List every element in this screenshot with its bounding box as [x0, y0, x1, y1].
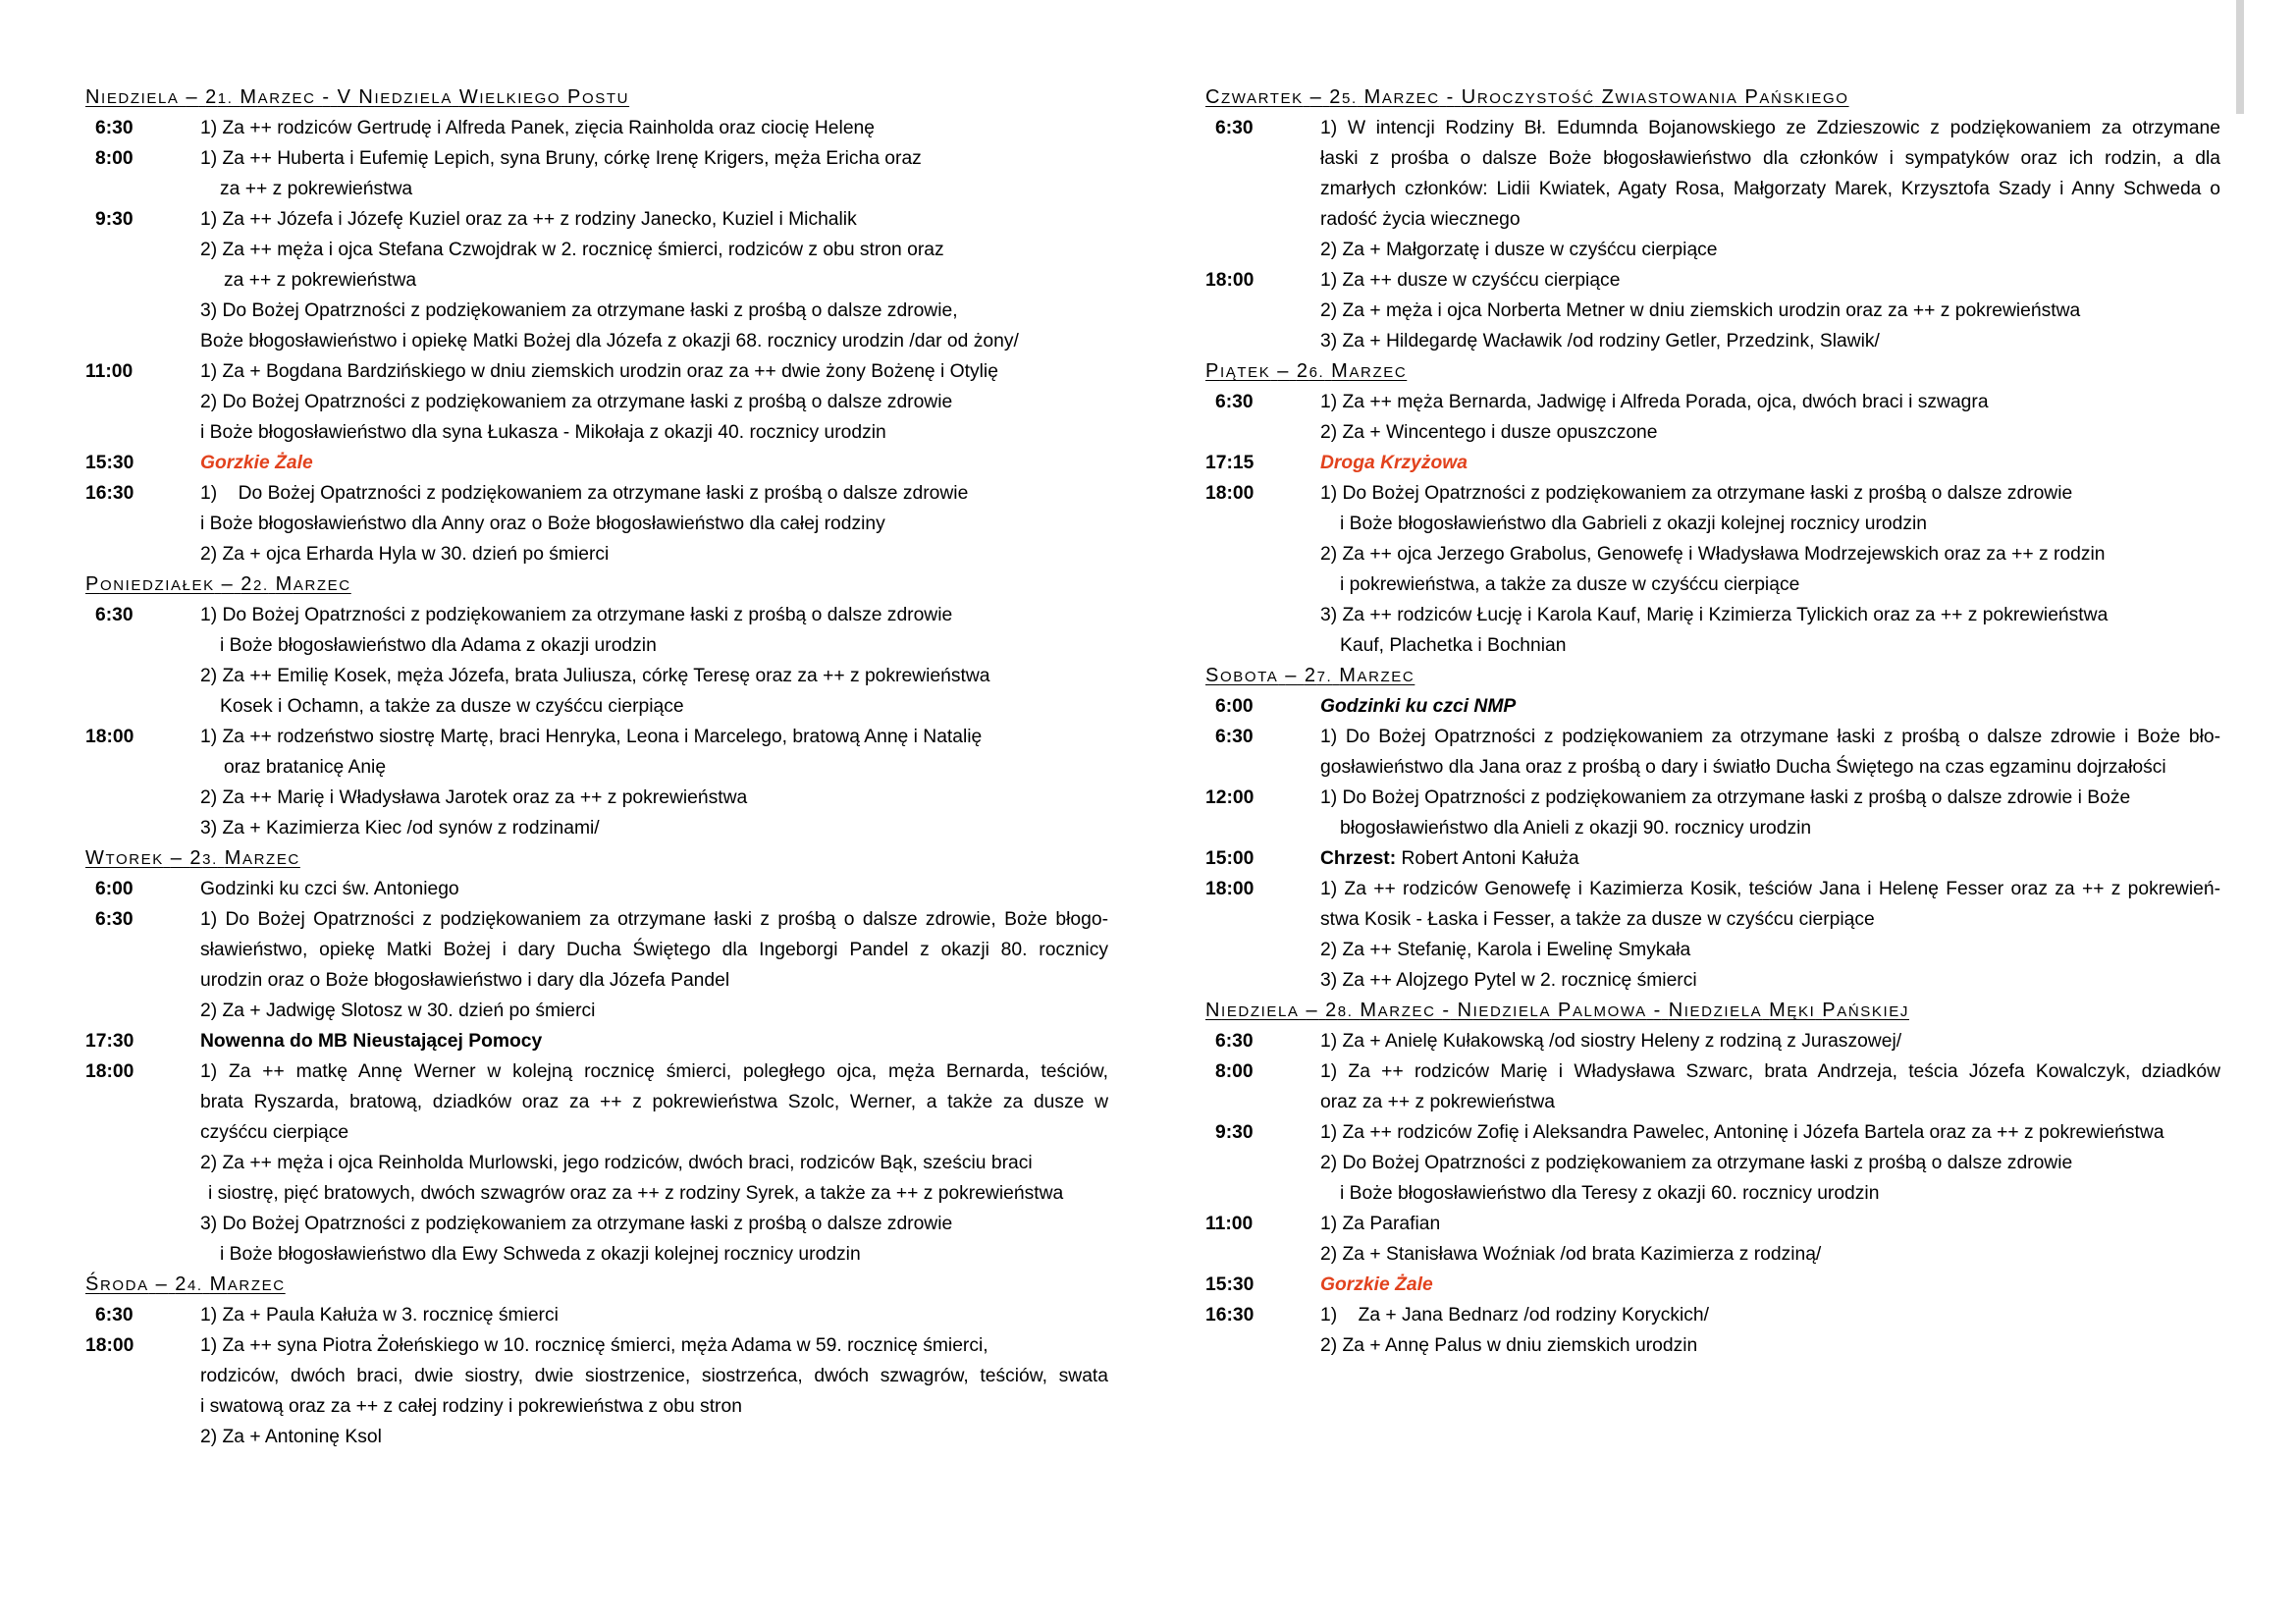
mass-time: 6:30 — [95, 909, 133, 930]
mass-entry — [1205, 1209, 2220, 1270]
intention-line: i siostrę, pięć bratowych, dwóch szwagrów oraz za ++ z rodziny Syrek, a także za ++ z pokrewieństwa — [208, 1183, 1064, 1204]
mass-entry — [1205, 1117, 2220, 1209]
intention-line: gosławieństwo dla Jana oraz z prośbą o dary i światło Ducha Świętego na czas egzaminu dojrzałości — [1320, 757, 2166, 778]
mass-entry — [85, 448, 1108, 478]
mass-entry — [85, 874, 1108, 904]
service-title: Gorzkie Żale — [1320, 1274, 1433, 1295]
mass-entry — [1205, 1300, 2220, 1361]
mass-time: 18:00 — [1205, 270, 1255, 291]
intention-line: 1) Za + Anielę Kułakowską /od siostry Heleny z rodziną z Juraszowej/ — [1320, 1031, 1902, 1052]
mass-entry — [1205, 1026, 2220, 1056]
mass-time: 6:30 — [1215, 727, 1254, 747]
mass-entry — [85, 113, 1108, 143]
intention-line: 2) Za + Antoninę Ksol — [200, 1427, 382, 1447]
mass-entry — [85, 904, 1108, 1026]
mass-entry — [1205, 843, 2220, 874]
intention-line: 1) Do Bożej Opatrzności z podziękowaniem za otrzymane łaski z prośbą o dalsze zdrowie — [1320, 483, 2073, 504]
intention-line: 2) Za ++ Stefanię, Karola i Ewelinę Smykała — [1320, 940, 1691, 960]
mass-time: 6:30 — [1215, 392, 1254, 412]
intention-line: za ++ z pokrewieństwa — [224, 270, 417, 291]
mass-time: 6:00 — [95, 879, 133, 899]
intention-line: 1) Do Bożej Opatrzności z podziękowaniem za otrzymane łaski z prośbą o dalsze zdrowie — [200, 605, 953, 625]
mass-time: 18:00 — [1205, 879, 1255, 899]
intention-line: 1) W intencji Rodziny Bł. Edumnda Bojanowskiego ze Zdzieszowic z podziękowaniem za otrzymane — [1320, 118, 2220, 138]
intention-line: i Boże błogosławieństwo dla Teresy z okazji 60. rocznicy urodzin — [1340, 1183, 1880, 1204]
intention-line: 2) Do Bożej Opatrzności z podziękowaniem za otrzymane łaski z prośbą o dalsze zdrowie — [200, 392, 953, 412]
intention-line: 1) Za + Jana Bednarz /od rodziny Koryckich/ — [1320, 1305, 1709, 1326]
mass-entry — [85, 204, 1108, 356]
intention-line: 3) Do Bożej Opatrzności z podziękowaniem za otrzymane łaski z prośbą o dalsze zdrowie, — [200, 300, 958, 321]
intention-line: Godzinki ku czci św. Antoniego — [200, 879, 459, 899]
intention-line: urodzin oraz o Boże błogosławieństwo i dary dla Józefa Pandel — [200, 970, 730, 991]
intention-line: czyśćcu cierpiące — [200, 1122, 349, 1143]
mass-time: 6:00 — [1215, 696, 1254, 717]
intention-line: 1) Za ++ męża Bernarda, Jadwigę i Alfreda Porada, ojca, dwóch braci i szwagra — [1320, 392, 1989, 412]
mass-time: 6:30 — [1215, 118, 1254, 138]
intention-line: 1) Za ++ Józefa i Józefę Kuziel oraz za ++ z rodziny Janecko, Kuziel i Michalik — [200, 209, 857, 230]
intention-line: 1) Za ++ Huberta i Eufemię Lepich, syna Bruny, córkę Irenę Krigers, męża Ericha oraz — [200, 148, 922, 169]
intention-line: i Boże błogosławieństwo dla Gabrieli z okazji kolejnej rocznicy urodzin — [1340, 514, 1928, 534]
intention-line: 2) Za ++ męża i ojca Stefana Czwojdrak w 2. rocznicę śmierci, rodziców z obu stron oraz — [200, 240, 944, 260]
service-title: Gorzkie Żale — [200, 453, 313, 473]
mass-time: 8:00 — [95, 148, 133, 169]
intention-line: 3) Za + Hildegardę Wacławik /od rodziny Getler, Przedzink, Slawik/ — [1320, 331, 1880, 352]
mass-time: 9:30 — [95, 209, 133, 230]
intention-line: 2) Za + ojca Erharda Hyla w 30. dzień po śmierci — [200, 544, 610, 565]
intention-line: i Boże błogosławieństwo dla Adama z okazji urodzin — [220, 635, 657, 656]
intention-line: i Boże błogosławieństwo dla syna Łukasza - Mikołaja z okazji 40. rocznicy urodzin — [200, 422, 886, 443]
intention-line: 1) Za ++ rodziców Genowefę i Kazimierza Kosik, teściów Jana i Helenę Fesser oraz za ++ z pokrewień- — [1320, 879, 2220, 899]
intention-line: 3) Za ++ rodziców Łucję i Karola Kauf, Marię i Kzimierza Tylickich oraz za ++ z pokrewieństwa — [1320, 605, 2109, 625]
mass-time: 16:30 — [1205, 1305, 1255, 1326]
intention-line: 2) Za ++ męża i ojca Reinholda Murlowski, jego rodziców, dwóch braci, rodziców Bąk, sześciu braci — [200, 1153, 1033, 1173]
mass-time: 16:30 — [85, 483, 134, 504]
intention-line: 2) Za + Małgorzatę i dusze w czyśćcu cierpiące — [1320, 240, 1718, 260]
intention-line: za ++ z pokrewieństwa — [220, 179, 413, 199]
intention-line: Boże błogosławieństwo i opiekę Matki Bożej dla Józefa z okazji 68. rocznicy urodzin /dar od żony/ — [200, 331, 1019, 352]
intention-line: 1) Do Bożej Opatrzności z podziękowaniem za otrzymane łaski z prośbą o dalsze zdrowie — [200, 483, 969, 504]
intention-line: sławieństwo, opiekę Matki Bożej i dary Ducha Świętego dla Ingeborgi Pandel z okazji 80. rocznicy — [200, 940, 1108, 960]
intention-line: 1) Do Bożej Opatrzności z podziękowaniem za otrzymane łaski z prośbą o dalsze zdrowie i Boże bło- — [1320, 727, 2220, 747]
intention-line: 2) Za + Jadwigę Slotosz w 30. dzień po śmierci — [200, 1001, 596, 1021]
intention-line: 1) Za ++ matkę Annę Werner w kolejną rocznicę śmierci, poległego ojca, męża Bernarda, teściów, — [200, 1061, 1108, 1082]
intention-line: 2) Do Bożej Opatrzności z podziękowaniem za otrzymane łaski z prośbą o dalsze zdrowie — [1320, 1153, 2073, 1173]
mass-entry — [1205, 1270, 2220, 1300]
intention-line: 1) Za + Paula Kałuża w 3. rocznicę śmierci — [200, 1305, 559, 1326]
baptism-name: Robert Antoni Kałuża — [1396, 848, 1579, 869]
day-header: NIEDZIELA – 28. MARZEC - NIEDZIELA PALMOWA - NIEDZIELA MĘKI PAŃSKIEJ — [1205, 1000, 1909, 1021]
day-header: ŚRODA – 24. MARZEC — [85, 1273, 286, 1295]
intention-line: i swatową oraz za ++ z całej rodziny i pokrewieństwa z obu stron — [200, 1396, 742, 1417]
intention-line: 1) Do Bożej Opatrzności z podziękowaniem za otrzymane łaski z prośbą o dalsze zdrowie, Boże błogo- — [200, 909, 1108, 930]
mass-entry — [1205, 448, 2220, 478]
intention-line: rodziców, dwóch braci, dwie siostry, dwie siostrzenice, siostrzeńca, dwóch szwagrów, teściów, swata — [200, 1366, 1108, 1386]
mass-entry — [85, 478, 1108, 569]
mass-time: 6:30 — [95, 118, 133, 138]
intention-line: 2) Za + Annę Palus w dniu ziemskich urodzin — [1320, 1335, 1698, 1356]
mass-time: 18:00 — [1205, 483, 1255, 504]
intention-line: 1) Za + Bogdana Bardzińskiego w dniu ziemskich urodzin oraz za ++ dwie żony Bożenę i Otylię — [200, 361, 998, 382]
mass-entry — [85, 1330, 1108, 1452]
intention-line: i Boże błogosławieństwo dla Ewy Schweda z okazji kolejnej rocznicy urodzin — [220, 1244, 861, 1265]
mass-time: 15:30 — [1205, 1274, 1255, 1295]
intention-line: 3) Za ++ Alojzego Pytel w 2. rocznicę śmierci — [1320, 970, 1697, 991]
intention-line: 2) Za + męża i ojca Norberta Metner w dniu ziemskich urodzin oraz za ++ z pokrewieństwa — [1320, 300, 2081, 321]
mass-entry — [1205, 783, 2220, 843]
mass-time: 8:00 — [1215, 1061, 1254, 1082]
intention-line: 2) Za + Wincentego i dusze opuszczone — [1320, 422, 1658, 443]
mass-time: 18:00 — [85, 727, 134, 747]
intention-line: 1) Za ++ rodziców Zofię i Aleksandra Pawelec, Antoninę i Józefa Bartela oraz za ++ z pokrewieństwa — [1320, 1122, 2164, 1143]
service-title: Droga Krzyżowa — [1320, 453, 1468, 473]
mass-entry — [1205, 113, 2220, 265]
right-column — [1205, 82, 2220, 1361]
mass-time: 11:00 — [85, 361, 133, 382]
baptism-label: Chrzest: — [1320, 848, 1397, 869]
mass-entry — [85, 600, 1108, 722]
intention-line: brata Ryszarda, bratową, dziadków oraz za ++ z pokrewieństwa Szolc, Werner, a także za dusze w — [200, 1092, 1108, 1112]
intention-line: 1) Za Parafian — [1320, 1214, 1441, 1234]
mass-entry — [85, 722, 1108, 843]
mass-entry — [85, 143, 1108, 204]
intention-line: oraz za ++ z pokrewieństwa — [1320, 1092, 1555, 1112]
intention-line: i Boże błogosławieństwo dla Anny oraz o Boże błogosławieństwo dla całej rodziny — [200, 514, 885, 534]
intention-line: radość życia wiecznego — [1320, 209, 1521, 230]
mass-time: 17:30 — [85, 1031, 134, 1052]
day-header: PIĄTEK – 26. MARZEC — [1205, 360, 1408, 382]
service-title: Nowenna do MB Nieustającej Pomocy — [200, 1031, 543, 1052]
day-header: PONIEDZIAŁEK – 22. MARZEC — [85, 573, 351, 595]
left-column — [85, 82, 1108, 1452]
day-header: SOBOTA – 27. MARZEC — [1205, 665, 1415, 686]
mass-entry — [1205, 722, 2220, 783]
intention-line: stwa Kosik - Łaska i Fesser, a także za dusze w czyśćcu cierpiące — [1320, 909, 1875, 930]
intention-line: łaski z prośba o dalsze Boże błogosławieństwo dla członków i sympatyków oraz ich rodzin, a dla — [1320, 148, 2220, 169]
mass-time: 12:00 — [1205, 787, 1255, 808]
day-header: WTOREK – 23. MARZEC — [85, 847, 300, 869]
intention-line: 2) Za + Stanisława Woźniak /od brata Kazimierza z rodziną/ — [1320, 1244, 1822, 1265]
intention-line: 2) Za ++ Marię i Władysława Jarotek oraz za ++ z pokrewieństwa — [200, 787, 748, 808]
mass-time: 6:30 — [95, 1305, 133, 1326]
mass-time: 6:30 — [1215, 1031, 1254, 1052]
intention-line: oraz bratanicę Anię — [224, 757, 387, 778]
mass-time: 18:00 — [85, 1335, 134, 1356]
intention-line: Kosek i Ochamn, a także za dusze w czyśćcu cierpiące — [220, 696, 684, 717]
mass-entry — [85, 1300, 1108, 1330]
intention-line: 3) Do Bożej Opatrzności z podziękowaniem za otrzymane łaski z prośbą o dalsze zdrowie — [200, 1214, 953, 1234]
intention-line: 2) Za ++ ojca Jerzego Grabolus, Genowefę i Władysława Modrzejewskich oraz za ++ z rodzin — [1320, 544, 2106, 565]
mass-entry — [1205, 691, 2220, 722]
intention-line: błogosławieństwo dla Anieli z okazji 90. rocznicy urodzin — [1340, 818, 1812, 839]
baptism-line — [1320, 843, 2220, 874]
intention-line: 1) Za ++ rodzeństwo siostrę Martę, braci Henryka, Leona i Marcelego, bratową Annę i Natalię — [200, 727, 983, 747]
intention-line: 2) Za ++ Emilię Kosek, męża Józefa, brata Juliusza, córkę Teresę oraz za ++ z pokrewieństwa — [200, 666, 990, 686]
mass-entry — [85, 1026, 1108, 1056]
intention-line: 3) Za + Kazimierza Kiec /od synów z rodzinami/ — [200, 818, 600, 839]
intention-line: 1) Do Bożej Opatrzności z podziękowaniem za otrzymane łaski z prośbą o dalsze zdrowie i Boże — [1320, 787, 2131, 808]
intention-line: 1) Za ++ syna Piotra Żołeńskiego w 10. rocznicę śmierci, męża Adama w 59. rocznicę śmierci, — [200, 1335, 988, 1356]
mass-time: 15:00 — [1205, 848, 1255, 869]
mass-entry — [1205, 874, 2220, 996]
intention-line: i pokrewieństwa, a także za dusze w czyśćcu cierpiące — [1340, 574, 1800, 595]
service-title: Godzinki ku czci NMP — [1320, 696, 1517, 717]
mass-time: 9:30 — [1215, 1122, 1254, 1143]
intention-line: 1) Za ++ rodziców Gertrudę i Alfreda Panek, zięcia Rainholda oraz ciocię Helenę — [200, 118, 875, 138]
mass-entry — [1205, 387, 2220, 448]
mass-time: 17:15 — [1205, 453, 1255, 473]
intention-line: 1) Za ++ dusze w czyśćcu cierpiące — [1320, 270, 1621, 291]
day-header: NIEDZIELA – 21. MARZEC - V NIEDZIELA WIELKIEGO POSTU — [85, 86, 630, 108]
intention-line: 1) Za ++ rodziców Marię i Władysława Szwarc, brata Andrzeja, teścia Józefa Kowalczyk, dziadków — [1320, 1061, 2220, 1082]
intention-line: Kauf, Plachetka i Bochnian — [1340, 635, 1567, 656]
mass-entry — [85, 1056, 1108, 1270]
mass-time: 6:30 — [95, 605, 133, 625]
mass-entry — [1205, 265, 2220, 356]
mass-entry — [85, 356, 1108, 448]
day-header: CZWARTEK – 25. MARZEC - UROCZYSTOŚĆ ZWIASTOWANIA PAŃSKIEGO — [1205, 86, 1849, 108]
mass-entry — [1205, 478, 2220, 661]
mass-time: 18:00 — [85, 1061, 134, 1082]
mass-time: 11:00 — [1205, 1214, 1254, 1234]
scrollbar-thumb[interactable] — [2236, 0, 2244, 114]
mass-time: 15:30 — [85, 453, 134, 473]
intention-line: zmarłych członków: Lidii Kwiatek, Agaty Rosa, Małgorzaty Marek, Krzysztofa Szady i Anny Schweda o — [1320, 179, 2220, 199]
mass-entry — [1205, 1056, 2220, 1117]
